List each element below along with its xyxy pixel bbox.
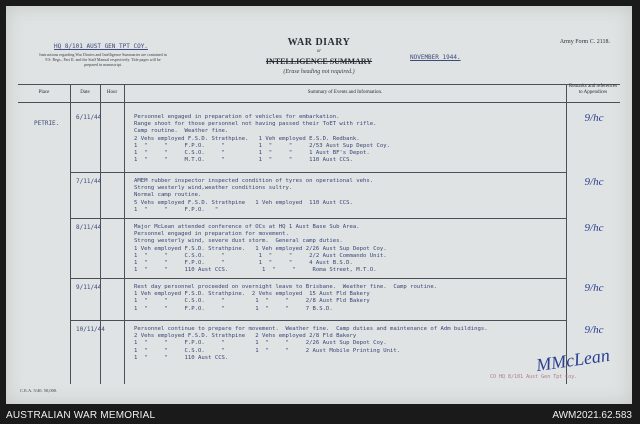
entry-text: Rest day personnel proceeded on overnight leave to Brisbane. Weather fine. Camp routine. 1 Veh employed F.S.D. Strathpine. 2 Vehs employed 15 Aust Fld Bakery 1 " " C.S.O. " 1 " " 2/8 Aust Fld Bakery 1 " " F.P.O. " 1 " " 7 B.S.D. (134, 284, 438, 312)
diary-page (6, 6, 632, 404)
commander-signature: MMcLean (534, 344, 611, 376)
entry-text: AMEM rubber inspector inspected condition of tyres on operational vehs. Strong westerly wind,weather conditions sultry. Normal camp routine. 5 Vehs employed F.S.D. Strathpine 1 Veh employed 110 Aust CCS. 1 " " F.P.O. " (134, 178, 374, 213)
entry-text: Major McLean attended conference of OCs at HQ 1 Aust Base Sub Area. Personnel engaged in preparation for movement. Strong westerly wind, severe dust storm. General camp duties. 1 Veh employed F.S.D. Strathpine. 1 Veh employed 2/26 Aust Sup Depot Coy. 1 " " C.S.O. " 1 " " 2/2 Aust Commando Unit. 1 " " F.P.O. " 1 " " 4 Aust B.S.D. 1 " " 110 Aust CCS. 1 " " Roma Street, M.T.O. (134, 224, 387, 274)
col-header-date: Date (80, 90, 90, 95)
remark-initials: 9/hc (584, 176, 604, 188)
col-divider-summary (566, 84, 567, 384)
print-code: C.E.A. 5/40. 50,000. (20, 388, 58, 393)
place-name: PETRIE. (34, 120, 60, 127)
entry-text: Personnel engaged in preparation of vehicles for embarkation. Range shoot for those personnel not having passed their ToET with rifle. Camp routine. Weather fine. 2 Vehs employed F.S.D. Strathpine. 1 Veh employed E.S.D. Redbank. 1 " " F.P.O. " 1 " " 2/53 Aust Sup Depot Coy. 1 " " C.S.O. " 1 " " 1 Aust BF's Depot. 1 " " M.T.O. " 1 " " 110 Aust CCS. (134, 114, 390, 164)
table-header-rule (18, 102, 620, 103)
entry-date: 8/11/44 (76, 224, 102, 231)
unit-stamp: CO HQ 8/101 Aust Gen Tpt Coy. (490, 374, 578, 380)
col-divider-place (70, 84, 71, 384)
remark-initials: 9/hc (584, 222, 604, 234)
entry-date: 7/11/44 (76, 178, 102, 185)
table-top-rule (18, 84, 620, 85)
col-header-hour: Hour (106, 90, 118, 95)
remark-initials: 9/hc (584, 324, 604, 336)
archive-caption: AUSTRALIAN WAR MEMORIAL (6, 410, 156, 421)
col-header-remarks: Remarks and references to Appendices (568, 84, 618, 95)
entry-date: 9/11/44 (76, 284, 102, 291)
erase-note: (Erase heading not required.) (283, 69, 355, 75)
col-header-place: Place (38, 90, 50, 95)
entry-divider (70, 320, 566, 321)
entry-text: Personnel continue to prepare for movement. Weather fine. Camp duties and maintenance of Adm buildings. 2 Vehs employed F.S.D. Strathpine 2 Vehs employed 2/8 Fld Bakery 1 " " F.P.O. " 1 " " 2/26 Aust Sup Depot Coy. 1 " " C.S.O. " 1 " " 2 Aust Mobile Printing Unit. 1 " " 110 Aust CCS. (134, 326, 488, 361)
remark-initials: 9/hc (584, 112, 604, 124)
remark-initials: 9/hc (584, 282, 604, 294)
entry-divider (70, 278, 566, 279)
entry-divider (70, 218, 566, 219)
army-form-number: Army Form C. 2118. (559, 39, 610, 45)
col-divider-hour (124, 84, 125, 384)
entry-divider (70, 172, 566, 173)
col-header-summary: Summary of Events and Information. (307, 90, 383, 95)
entry-date: 10/11/44 (76, 326, 105, 333)
archive-reference: AWM2021.62.583 (552, 410, 632, 421)
instructions-note: Instructions regarding War Diaries and Intelligence Summaries are contained in F.S. Regs., Part II. and the Staff Manual respectively. Title pages will be prepared in manuscript. (39, 52, 167, 67)
month-year: NOVEMBER 1944. (410, 54, 461, 61)
title-or: or (316, 49, 322, 54)
entry-date: 6/11/44 (76, 114, 102, 121)
unit-name: HQ 8/101 AUST GEN TPT COY. (54, 43, 148, 50)
col-divider-date (100, 84, 101, 384)
page-title: WAR DIARY (287, 37, 351, 48)
page-subtitle: INTELLIGENCE SUMMARY (265, 57, 373, 66)
